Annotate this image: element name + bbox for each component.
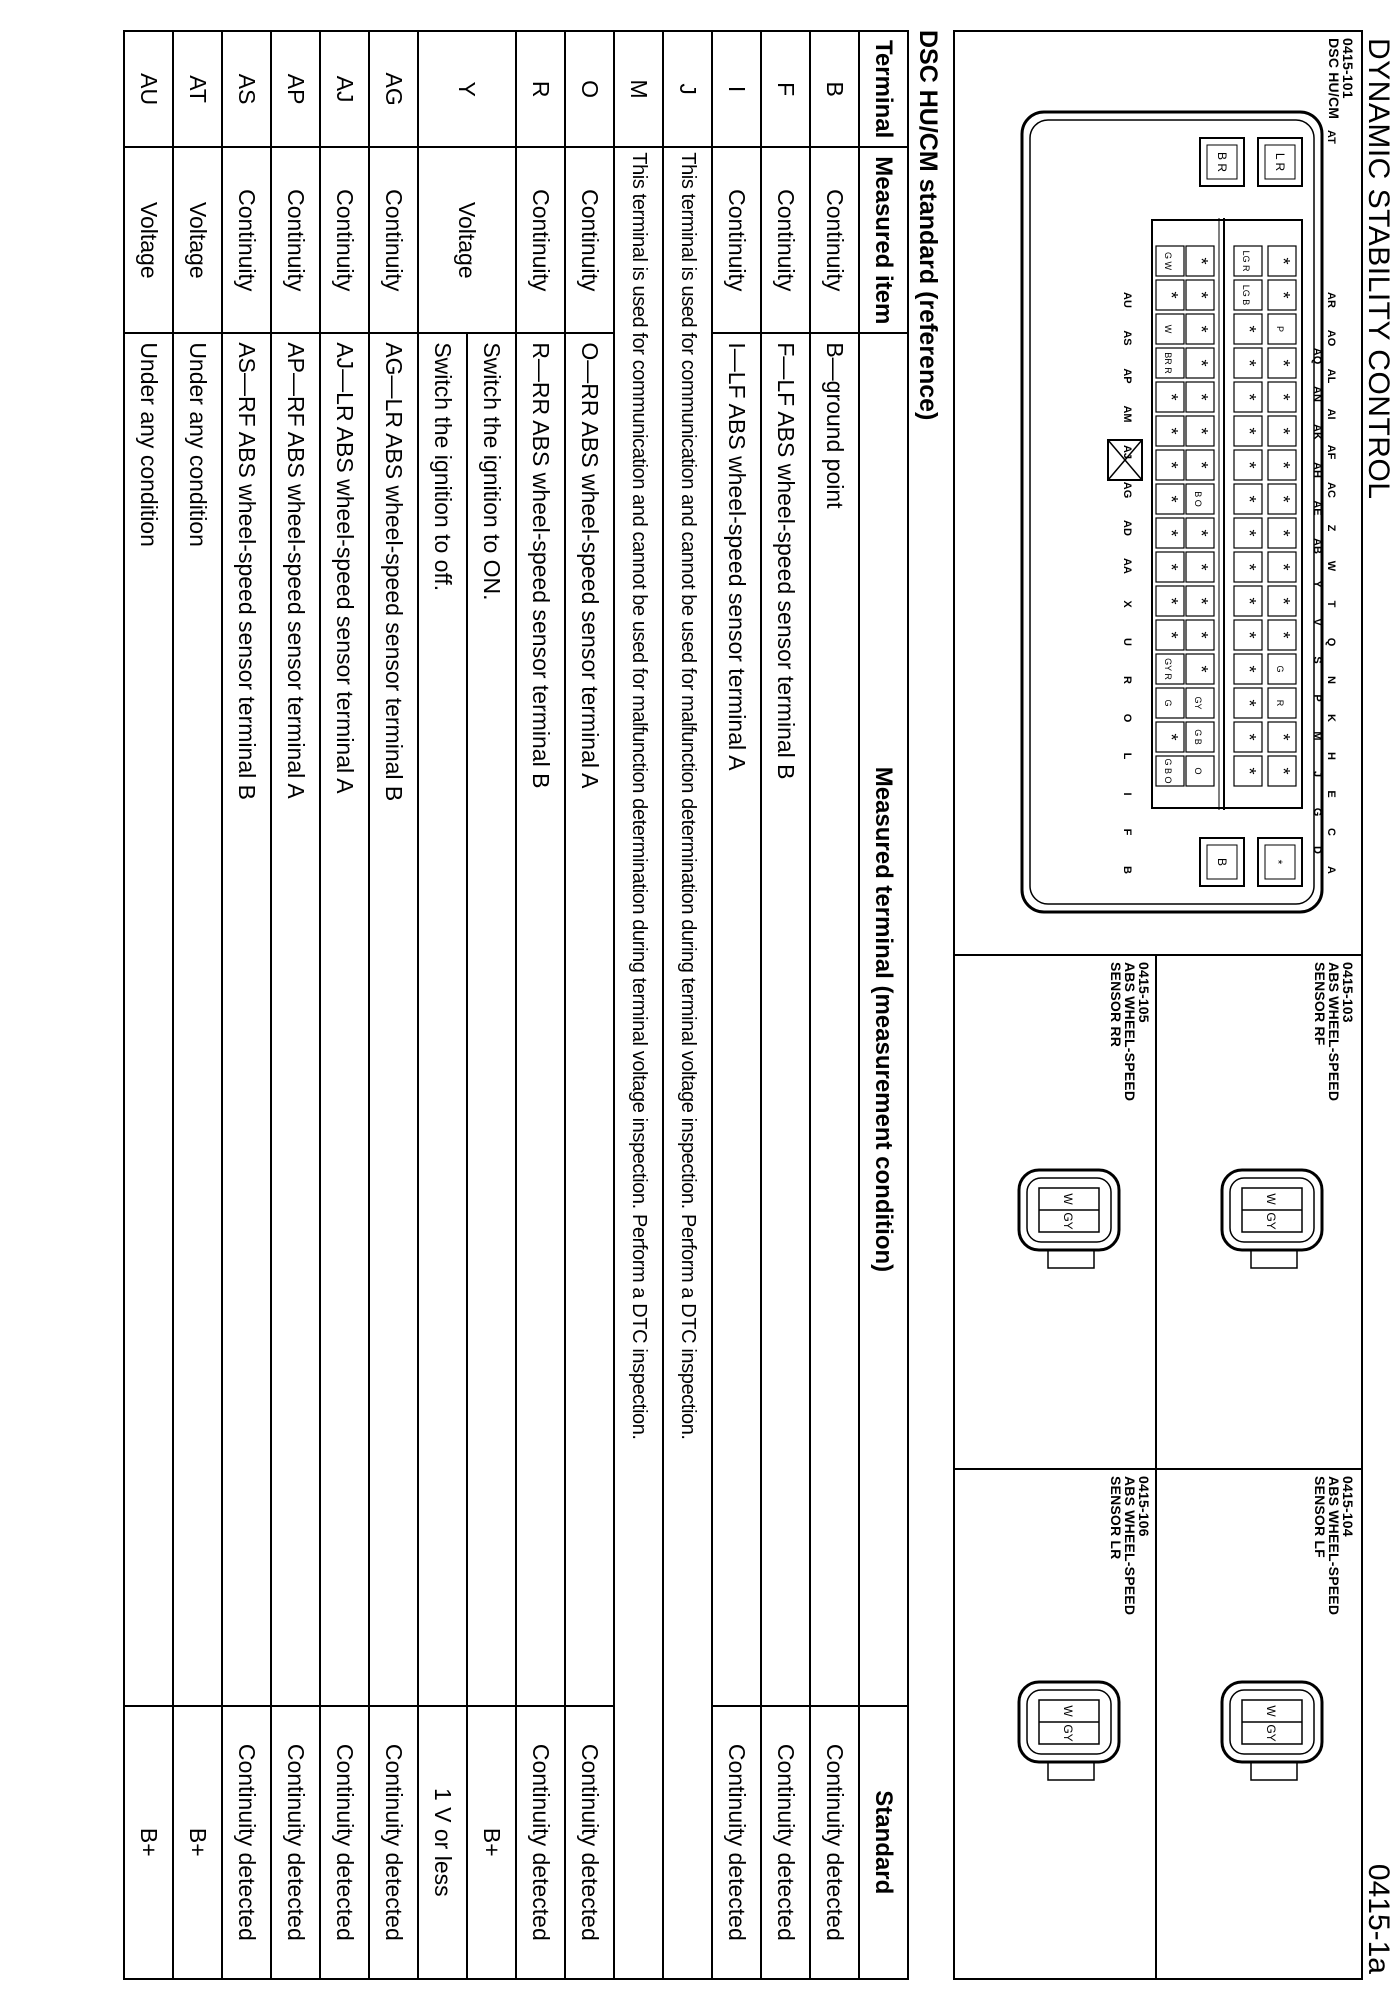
pin-number-label: X xyxy=(1121,600,1133,608)
table-heading: DSC HU/CM standard (reference) xyxy=(914,30,942,421)
table-row xyxy=(810,31,859,1979)
pin-cell-label: * xyxy=(1161,427,1181,435)
lf-line1: ABS WHEEL-SPEED xyxy=(1326,1476,1342,1616)
pin-cell-label: R xyxy=(1275,699,1285,707)
cell-condition: R—RR ABS wheel-speed sensor terminal B xyxy=(516,333,565,1705)
cell-condition: O—RR ABS wheel-speed sensor terminal A xyxy=(565,333,614,1705)
sensor-connector-rr xyxy=(979,1150,1139,1280)
pin-number-label: AS xyxy=(1121,330,1133,346)
table-row xyxy=(761,31,810,1979)
pin-number-label: P xyxy=(1311,694,1323,702)
pin-number-label: R xyxy=(1121,676,1133,684)
rf-pin-w: W xyxy=(1264,1193,1278,1205)
table-row xyxy=(124,31,173,1979)
pin-cell-label: * xyxy=(1239,767,1259,775)
cell-terminal: O xyxy=(565,31,614,147)
pin-cell-label: B O xyxy=(1193,491,1203,507)
pin-number-label: Z xyxy=(1325,524,1337,532)
lf-id: 0415-104 xyxy=(1340,1476,1356,1537)
pin-number-label: AG xyxy=(1121,481,1133,499)
rr-line2: SENSOR RR xyxy=(1108,962,1124,1048)
pin-number-label: AN xyxy=(1311,386,1323,402)
table-row xyxy=(614,31,663,1979)
pin-cell-label: * xyxy=(1161,529,1181,537)
rf-id: 0415-103 xyxy=(1340,962,1356,1023)
pin-cell-label: * xyxy=(1191,529,1211,537)
lr-line1: ABS WHEEL-SPEED xyxy=(1122,1476,1138,1616)
pin-number-label: T xyxy=(1325,600,1337,608)
cell-standard: Continuity detected xyxy=(222,1706,271,1979)
pin-number-label: B xyxy=(1121,866,1133,874)
table-row xyxy=(369,31,418,1979)
sensor-connector-lr xyxy=(979,1662,1139,1792)
pin-number-label: Y xyxy=(1311,580,1323,588)
pin-cell-label: * xyxy=(1239,699,1259,707)
lf-pin-w: W xyxy=(1264,1705,1278,1717)
table-row xyxy=(516,31,565,1979)
header-standard: Standard xyxy=(859,1706,908,1979)
pin-cell-label: G xyxy=(1275,665,1285,673)
pin-cell-label: * xyxy=(1239,359,1259,367)
pin-labels xyxy=(1121,130,1337,874)
header-item: Measured item xyxy=(859,147,908,333)
pin-cell-label: GY R xyxy=(1163,658,1173,680)
pin-cell-label: W xyxy=(1163,324,1173,334)
pin-cell-label: * xyxy=(1191,359,1211,367)
pin-cell-label: * xyxy=(1273,495,1293,503)
cell-standard: B+ xyxy=(173,1706,222,1979)
lr-line2: SENSOR LR xyxy=(1108,1476,1124,1560)
pin-cell-label: * xyxy=(1239,393,1259,401)
pin-grid xyxy=(1156,246,1296,786)
panel-divider-2 xyxy=(953,1468,1363,1470)
pin-cell-label: * xyxy=(1191,393,1211,401)
pin-number-label: AA xyxy=(1121,558,1133,574)
pin-cell-label: * xyxy=(1239,631,1259,639)
rr-connector-label xyxy=(1109,962,1151,1101)
pin-cell-label: BR R xyxy=(1163,352,1173,374)
pin-cell-label: * xyxy=(1161,733,1181,741)
pin-number-label: H xyxy=(1325,752,1337,760)
big-pin-at xyxy=(1258,138,1302,186)
cell-condition: AS—RF ABS wheel-speed sensor terminal B xyxy=(222,333,271,1705)
cell-item: Continuity xyxy=(761,147,810,333)
cell-standard: Continuity detected xyxy=(712,1706,761,1979)
pin-number-label: AK xyxy=(1311,424,1323,440)
pin-cell-label: * xyxy=(1191,597,1211,605)
pin-cell-label: * xyxy=(1273,563,1293,571)
pin-cell-label: LG R xyxy=(1241,250,1251,272)
cell-item: Voltage xyxy=(173,147,222,333)
cell-condition: Under any condition xyxy=(124,333,173,1705)
pin-number-label: AF xyxy=(1325,444,1337,460)
big-pin-a xyxy=(1258,838,1302,886)
pin-number-label: U xyxy=(1121,638,1133,646)
cell-condition: AJ—LR ABS wheel-speed sensor terminal A xyxy=(320,333,369,1705)
panel-divider-1 xyxy=(953,954,1363,956)
pin-number-label: AQ xyxy=(1311,347,1323,365)
pin-cell-label: * xyxy=(1239,563,1259,571)
main-connector-name: DSC HU/CM xyxy=(1326,38,1342,120)
cell-terminal: AU xyxy=(124,31,173,147)
table-row xyxy=(320,31,369,1979)
pin-cell-label: * xyxy=(1273,767,1293,775)
rr-line1: ABS WHEEL-SPEED xyxy=(1122,962,1138,1102)
pin-cell-label: * xyxy=(1191,257,1211,265)
cell-condition: F—LF ABS wheel-speed sensor terminal B xyxy=(761,333,810,1705)
pin-cell-label: * xyxy=(1239,495,1259,503)
pin-number-label: I xyxy=(1121,792,1133,796)
pin-number-label: AL xyxy=(1325,368,1337,384)
pin-number-label: AM xyxy=(1121,405,1133,423)
pin-cell-label: GY xyxy=(1193,696,1203,710)
pin-number-label: A xyxy=(1325,866,1337,874)
pin-cell-label: * xyxy=(1239,461,1259,469)
cell-terminal: AP xyxy=(271,31,320,147)
cell-condition: I—LF ABS wheel-speed sensor terminal A xyxy=(712,333,761,1705)
pin-number-label: M xyxy=(1311,731,1323,741)
pin-cell-label: * xyxy=(1191,461,1211,469)
lf-connector-label xyxy=(1313,1476,1355,1615)
big-pin-b-text: B xyxy=(1215,857,1229,867)
pin-cell-label: * xyxy=(1239,529,1259,537)
pin-number-label: J xyxy=(1311,770,1323,778)
rf-line1: ABS WHEEL-SPEED xyxy=(1326,962,1342,1102)
pin-cell-label: * xyxy=(1161,291,1181,299)
page-title: DYNAMIC STABILITY CONTROL xyxy=(1362,38,1395,500)
pin-cell-label: * xyxy=(1239,325,1259,333)
cell-terminal: AG xyxy=(369,31,418,147)
pin-number-label: AE xyxy=(1311,500,1323,516)
pin-number-label: AO xyxy=(1325,329,1337,347)
pin-cell-label: * xyxy=(1273,359,1293,367)
cell-item: Continuity xyxy=(222,147,271,333)
pin-number-label: AP xyxy=(1121,368,1133,384)
rr-pin-gy: GY xyxy=(1061,1212,1075,1230)
dsc-connector-diagram xyxy=(972,100,1342,920)
cell-item: Continuity xyxy=(369,147,418,333)
pin-cell-label: * xyxy=(1161,597,1181,605)
cell-item: Continuity xyxy=(712,147,761,333)
cell-terminal: AT xyxy=(173,31,222,147)
cell-item: Voltage xyxy=(418,147,516,333)
lr-connector-label xyxy=(1109,1476,1151,1615)
cell-item: Continuity xyxy=(565,147,614,333)
pin-number-label: K xyxy=(1325,714,1337,722)
pin-cell-label: * xyxy=(1273,257,1293,265)
cell-terminal: Y xyxy=(418,31,516,147)
pin-cell-label: * xyxy=(1273,427,1293,435)
cell-condition: Switch the ignition to off. xyxy=(418,333,467,1705)
cell-terminal: F xyxy=(761,31,810,147)
pin-cell-label: * xyxy=(1239,665,1259,673)
lr-pin-w: W xyxy=(1061,1705,1075,1717)
pin-cell-label: * xyxy=(1191,325,1211,333)
sensor-connector-lf xyxy=(1182,1662,1342,1792)
rf-pin-gy: GY xyxy=(1264,1212,1278,1230)
page-code: 0415-1a xyxy=(1362,1863,1395,1974)
pin-number-label: Q xyxy=(1325,637,1337,647)
cell-terminal: B xyxy=(810,31,859,147)
cell-item: Continuity xyxy=(271,147,320,333)
pin-number-label: O xyxy=(1121,713,1133,723)
cell-note: This terminal is used for communication and cannot be used for malfunction determination during terminal voltage inspection. Perform a DTC inspection. xyxy=(663,147,712,1979)
cell-terminal: AJ xyxy=(320,31,369,147)
lr-pin-gy: GY xyxy=(1061,1724,1075,1742)
pin-cell-label: G B O xyxy=(1163,758,1173,784)
table-row xyxy=(663,31,712,1979)
header-condition: Measured terminal (measurement condition) xyxy=(859,333,908,1705)
pin-cell-label: * xyxy=(1273,631,1293,639)
cell-item: Continuity xyxy=(810,147,859,333)
pin-cell-label: * xyxy=(1273,291,1293,299)
cell-standard: Continuity detected xyxy=(516,1706,565,1979)
pin-cell-label: G W xyxy=(1163,252,1173,270)
panel-divider-3 xyxy=(1155,954,1157,1980)
pin-number-label: AB xyxy=(1311,538,1323,554)
pin-number-label: L xyxy=(1121,752,1133,760)
lr-id: 0415-106 xyxy=(1136,1476,1152,1537)
table-row xyxy=(271,31,320,1979)
cell-standard: Continuity detected xyxy=(810,1706,859,1979)
pin-cell-label: * xyxy=(1161,461,1181,469)
cell-note: This terminal is used for communication and cannot be used for malfunction determination during terminal voltage inspection. Perform a DTC inspection. xyxy=(614,147,663,1979)
pin-cell-label: * xyxy=(1161,393,1181,401)
cell-condition: Switch the ignition to ON. xyxy=(467,333,516,1705)
pin-cell-label: * xyxy=(1191,291,1211,299)
pin-cell-label: * xyxy=(1161,563,1181,571)
pin-cell-label: * xyxy=(1191,563,1211,571)
pin-cell-label: * xyxy=(1239,597,1259,605)
rr-id: 0415-105 xyxy=(1136,962,1152,1023)
pin-cell-label: G B xyxy=(1193,729,1203,745)
table-row xyxy=(173,31,222,1979)
pin-cell-label: * xyxy=(1239,733,1259,741)
cell-terminal: R xyxy=(516,31,565,147)
pin-number-label: D xyxy=(1311,846,1323,854)
cell-standard: B+ xyxy=(124,1706,173,1979)
pin-number-label: V xyxy=(1311,618,1323,626)
pin-cell-label: O xyxy=(1193,767,1203,775)
cell-standard: B+ xyxy=(467,1706,516,1979)
pin-number-label: AC xyxy=(1325,482,1337,498)
cell-terminal: AS xyxy=(222,31,271,147)
pin-cell-label: LG B xyxy=(1241,284,1251,306)
cell-standard: 1 V or less xyxy=(418,1706,467,1979)
pin-cell-label: * xyxy=(1273,529,1293,537)
pin-number-label: F xyxy=(1121,828,1133,836)
cell-condition: AG—LR ABS wheel-speed sensor terminal B xyxy=(369,333,418,1705)
sensor-connector-rf xyxy=(1182,1150,1342,1280)
pin-number-label: W xyxy=(1325,560,1337,572)
cell-terminal: I xyxy=(712,31,761,147)
pin-cell-label: * xyxy=(1161,495,1181,503)
rf-line2: SENSOR RF xyxy=(1312,962,1328,1046)
header-terminal: Terminal xyxy=(859,31,908,147)
cell-item: Continuity xyxy=(320,147,369,333)
table-row xyxy=(222,31,271,1979)
pin-number-label: AR xyxy=(1325,292,1337,308)
pin-cell-label: * xyxy=(1191,665,1211,673)
pin-cell-label: * xyxy=(1161,631,1181,639)
lf-line2: SENSOR LF xyxy=(1312,1476,1328,1558)
big-pin-b xyxy=(1200,838,1244,886)
cell-standard: Continuity detected xyxy=(369,1706,418,1979)
table-row xyxy=(467,31,516,1979)
dsc-standard-table xyxy=(123,30,909,1980)
main-connector-id: 0415-101 xyxy=(1340,38,1356,99)
cell-terminal: J xyxy=(663,31,712,147)
pin-number-label-at: AT xyxy=(1325,130,1337,144)
pin-number-label: AD xyxy=(1121,520,1133,536)
cell-condition: Under any condition xyxy=(173,333,222,1705)
pin-number-label: AI xyxy=(1325,408,1337,420)
cell-item: Continuity xyxy=(516,147,565,333)
cell-standard: Continuity detected xyxy=(271,1706,320,1979)
pin-number-label: C xyxy=(1325,828,1337,836)
pin-number-label: S xyxy=(1311,656,1323,664)
pin-cell-label: G xyxy=(1163,699,1173,707)
big-pin-at-text: L R xyxy=(1273,152,1287,172)
pin-number-label: N xyxy=(1325,676,1337,684)
pin-cell-label: * xyxy=(1273,597,1293,605)
big-pin-a-text: * xyxy=(1271,859,1285,865)
lf-pin-gy: GY xyxy=(1264,1724,1278,1742)
cell-standard: Continuity detected xyxy=(320,1706,369,1979)
cell-condition: AP—RF ABS wheel-speed sensor terminal A xyxy=(271,333,320,1705)
pin-cell-label: P xyxy=(1275,325,1285,333)
big-pin-au xyxy=(1200,138,1244,186)
cell-condition: B—ground point xyxy=(810,333,859,1705)
pin-cell-label: * xyxy=(1191,631,1211,639)
pin-cell-label: * xyxy=(1191,427,1211,435)
cell-terminal: M xyxy=(614,31,663,147)
rf-connector-label xyxy=(1313,962,1355,1101)
table-row xyxy=(565,31,614,1979)
table-row xyxy=(712,31,761,1979)
pin-cell-label: * xyxy=(1273,733,1293,741)
pin-number-label: AJ xyxy=(1121,444,1133,460)
pin-number-label: AH xyxy=(1311,462,1323,478)
pin-cell-label: * xyxy=(1273,393,1293,401)
table-header-row xyxy=(859,31,908,1979)
cell-standard: Continuity detected xyxy=(565,1706,614,1979)
big-pin-au-text: B R xyxy=(1215,151,1229,173)
pin-number-label: E xyxy=(1325,790,1337,798)
pin-number-label: AU xyxy=(1121,292,1133,308)
pin-number-label: G xyxy=(1311,807,1323,817)
rr-pin-w: W xyxy=(1061,1193,1075,1205)
cell-item: Voltage xyxy=(124,147,173,333)
cell-standard: Continuity detected xyxy=(761,1706,810,1979)
pin-cell-label: * xyxy=(1273,461,1293,469)
pin-cell-label: * xyxy=(1239,427,1259,435)
